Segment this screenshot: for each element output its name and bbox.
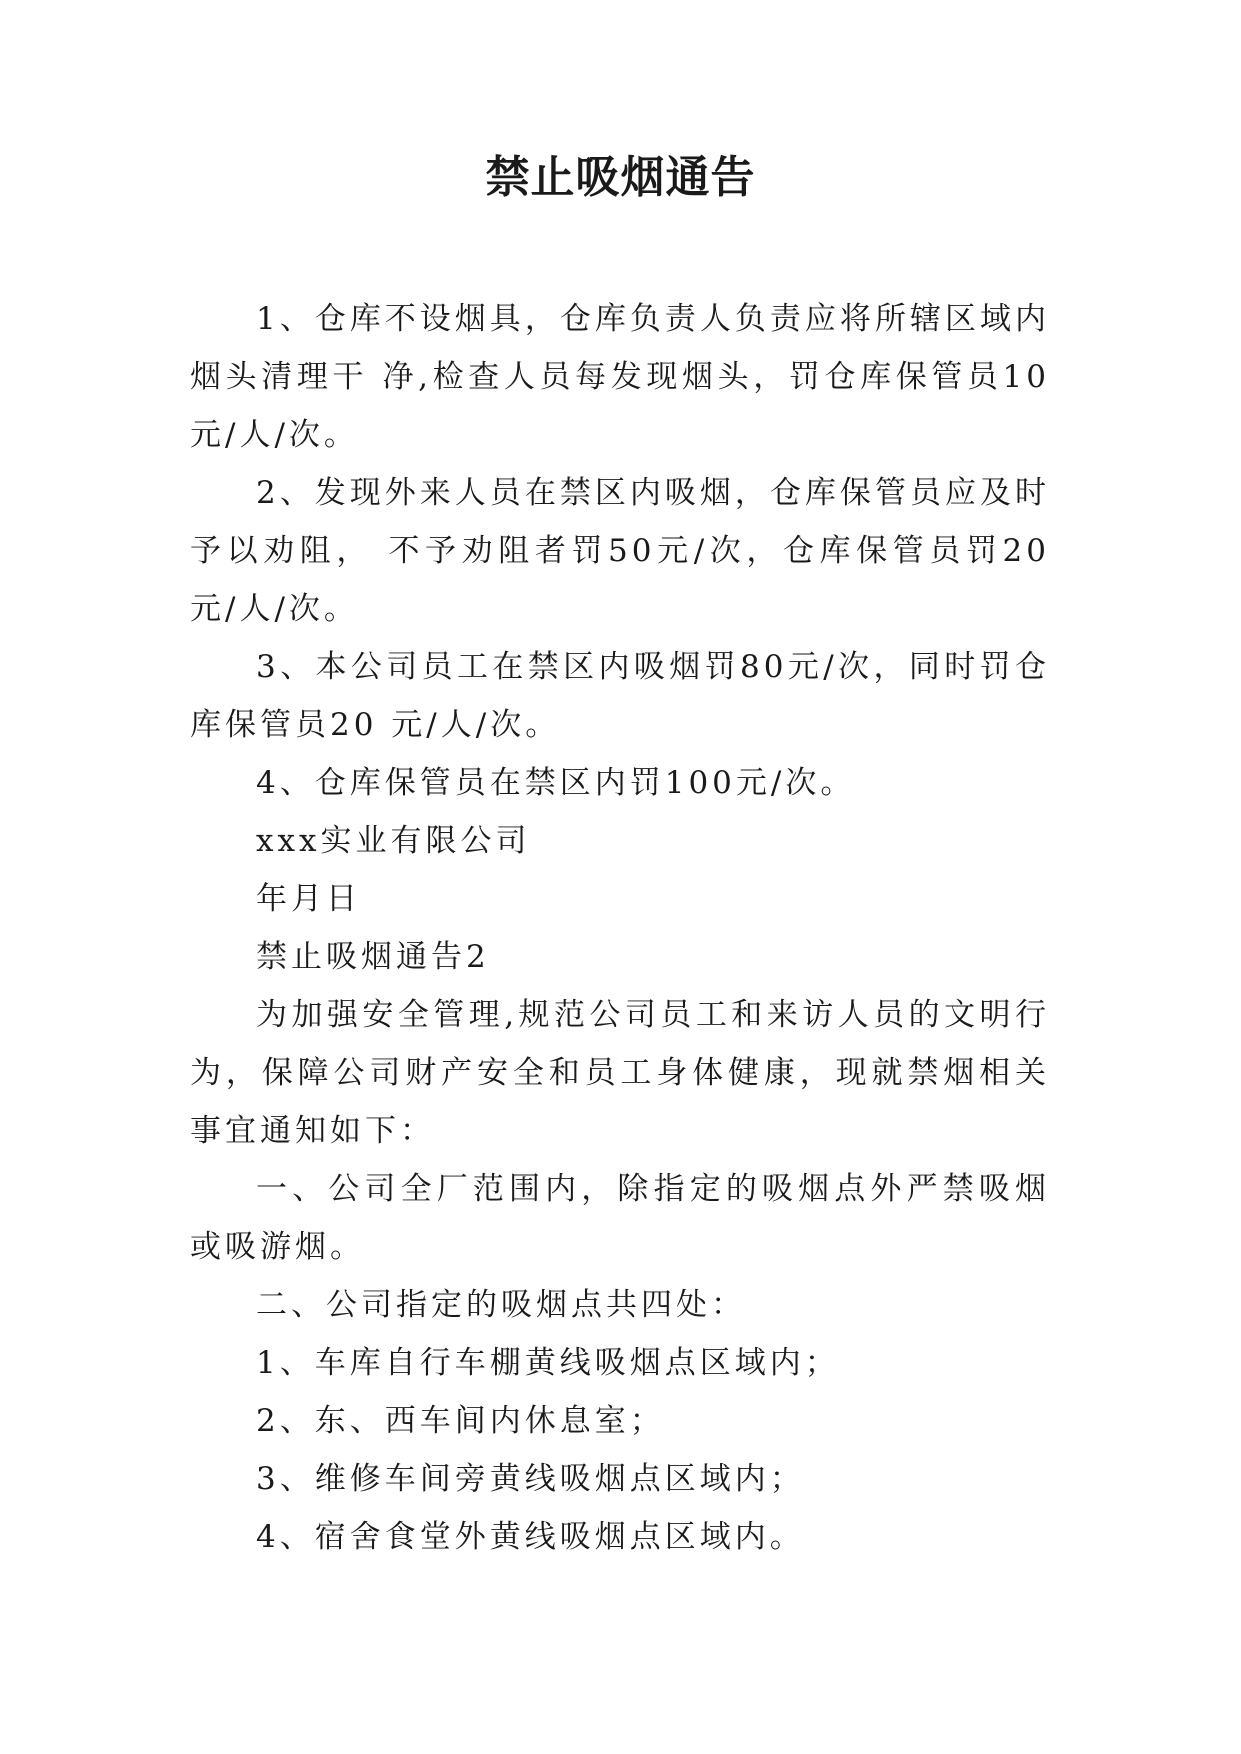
smoking-point-3: 3、维修车间旁黄线吸烟点区域内； <box>256 1461 805 1497</box>
paragraph-intro: 为加强安全管理,规范公司员工和来访人员的文明行为，保障公司财产安全和员工身体健康，现就禁烟相关事宜通知如下： <box>190 997 1050 1149</box>
section-title-notice-2: 禁止吸烟通告2 <box>256 939 490 975</box>
document-body <box>190 290 1050 1566</box>
paragraph-rule-4: 4、仓库保管员在禁区内罚100元/次。 <box>256 765 856 801</box>
smoking-point-4: 4、宿舍食堂外黄线吸烟点区域内。 <box>256 1519 805 1555</box>
paragraph-rule-3: 3、本公司员工在禁区内吸烟罚80元/次，同时罚仓库保管员20 元/人/次。 <box>190 649 1050 743</box>
paragraph-rule-1: 1、仓库不设烟具，仓库负责人负责应将所辖区域内烟头清理干 净,检查人员每发现烟头，罚仓库保管员10元/人/次。 <box>190 301 1050 453</box>
smoking-point-1: 1、车库自行车棚黄线吸烟点区域内； <box>256 1345 840 1381</box>
company-name: xxx实业有限公司 <box>256 823 531 859</box>
paragraph-item-two: 二、公司指定的吸烟点共四处： <box>256 1287 746 1323</box>
paragraph-item-one: 一、公司全厂范围内，除指定的吸烟点外严禁吸烟或吸游烟。 <box>190 1171 1050 1265</box>
document-title: 禁止吸烟通告 <box>485 152 756 203</box>
paragraph-rule-2: 2、发现外来人员在禁区内吸烟，仓库保管员应及时予以劝阻， 不予劝阻者罚50元/次，仓库保管员罚20元/人/次。 <box>190 475 1050 627</box>
date-line: 年月日 <box>256 881 361 917</box>
smoking-point-2: 2、东、西车间内休息室； <box>256 1403 665 1439</box>
